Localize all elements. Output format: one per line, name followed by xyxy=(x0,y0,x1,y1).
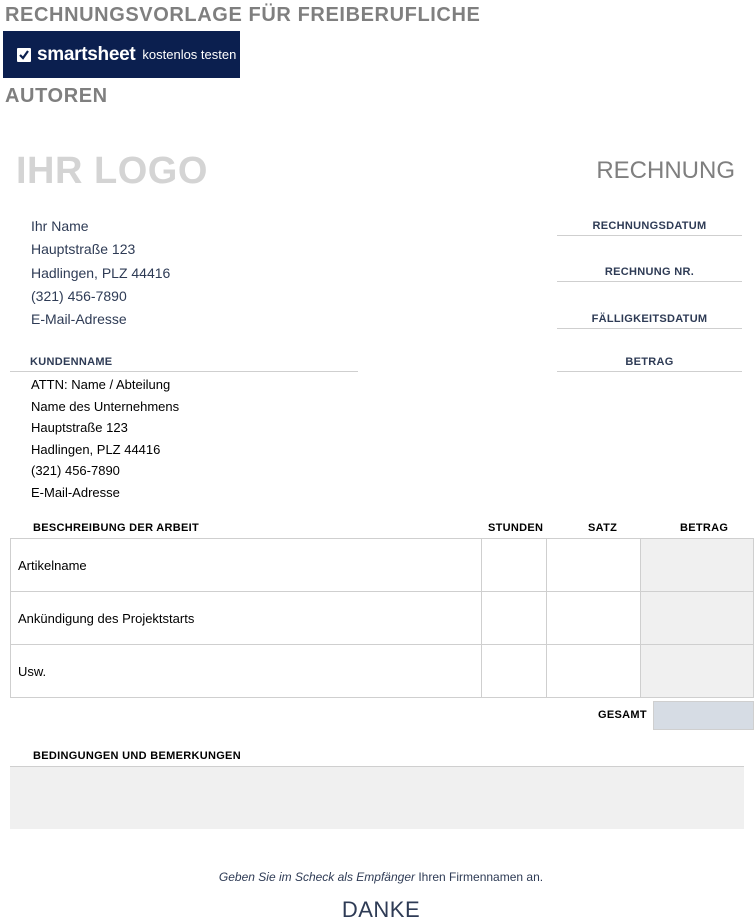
customer-company[interactable]: Name des Unternehmens xyxy=(31,398,180,414)
item-amount-cell[interactable] xyxy=(641,645,754,698)
logo-placeholder: IHR LOGO xyxy=(16,150,208,192)
item-amount-cell[interactable] xyxy=(641,539,754,592)
page-title: RECHNUNGSVORLAGE FÜR FREIBERUFLICHE xyxy=(5,4,481,26)
table-row xyxy=(11,592,754,645)
table-row xyxy=(11,539,754,592)
col-header-amount: BETRAG xyxy=(680,522,729,534)
customer-city[interactable]: Hadlingen, PLZ 44416 xyxy=(31,441,161,457)
terms-label: BEDINGUNGEN UND BEMERKUNGEN xyxy=(33,750,241,762)
total-value-cell[interactable] xyxy=(653,701,754,730)
customer-phone[interactable]: (321) 456-7890 xyxy=(31,463,120,479)
customer-block xyxy=(31,376,179,506)
item-rate-cell[interactable] xyxy=(547,645,641,698)
banner-brand: smartsheet xyxy=(37,43,136,65)
amount-field[interactable]: BETRAG xyxy=(557,356,742,372)
item-hours-cell[interactable] xyxy=(482,539,547,592)
customer-name-label: KUNDENNAME xyxy=(10,356,358,372)
terms-field[interactable] xyxy=(10,766,744,829)
item-hours-cell[interactable] xyxy=(482,645,547,698)
item-rate-cell[interactable] xyxy=(547,592,641,645)
item-amount-cell[interactable] xyxy=(641,592,754,645)
thank-you-text: DANKE xyxy=(341,897,421,922)
sender-name[interactable]: Ihr Name xyxy=(31,218,89,234)
banner-cta: kostenlos testen xyxy=(142,47,237,62)
smartsheet-check-icon xyxy=(17,48,31,62)
check-payee-note-rest: Ihren Firmennamen an. xyxy=(415,870,544,884)
customer-street[interactable]: Hauptstraße 123 xyxy=(31,420,128,436)
item-description-cell[interactable]: Ankündigung des Projektstarts xyxy=(11,592,482,645)
smartsheet-banner-link[interactable] xyxy=(3,31,240,78)
sender-phone[interactable]: (321) 456-7890 xyxy=(31,287,127,304)
col-header-rate: SATZ xyxy=(588,522,618,534)
check-payee-note xyxy=(0,870,756,884)
col-header-hours: STUNDEN xyxy=(488,522,544,534)
check-payee-note-italic: Geben Sie im Scheck als Empfänger xyxy=(218,870,416,884)
sender-block xyxy=(31,217,170,333)
invoice-title: RECHNUNG xyxy=(596,157,735,184)
invoice-date-field[interactable]: RECHNUNGSDATUM xyxy=(557,220,742,236)
item-description-cell[interactable]: Usw. xyxy=(11,645,482,698)
sender-street[interactable]: Hauptstraße 123 xyxy=(31,241,136,258)
item-rate-cell[interactable] xyxy=(547,539,641,592)
total-label: GESAMT xyxy=(598,709,647,721)
item-description-cell[interactable]: Artikelname xyxy=(11,539,482,592)
col-header-description: BESCHREIBUNG DER ARBEIT xyxy=(33,522,200,534)
item-hours-cell[interactable] xyxy=(482,592,547,645)
due-date-field[interactable]: FÄLLIGKEITSDATUM xyxy=(557,313,742,329)
customer-attn[interactable]: ATTN: Name / Abteilung xyxy=(31,377,171,392)
invoice-number-field[interactable]: RECHNUNG NR. xyxy=(557,266,742,282)
table-row xyxy=(11,645,754,698)
sender-city[interactable]: Hadlingen, PLZ 44416 xyxy=(31,264,171,281)
page-subtitle: AUTOREN xyxy=(5,85,108,107)
line-items-table xyxy=(10,538,754,698)
sender-email[interactable]: E-Mail-Adresse xyxy=(31,311,127,328)
customer-email[interactable]: E-Mail-Adresse xyxy=(31,484,120,500)
